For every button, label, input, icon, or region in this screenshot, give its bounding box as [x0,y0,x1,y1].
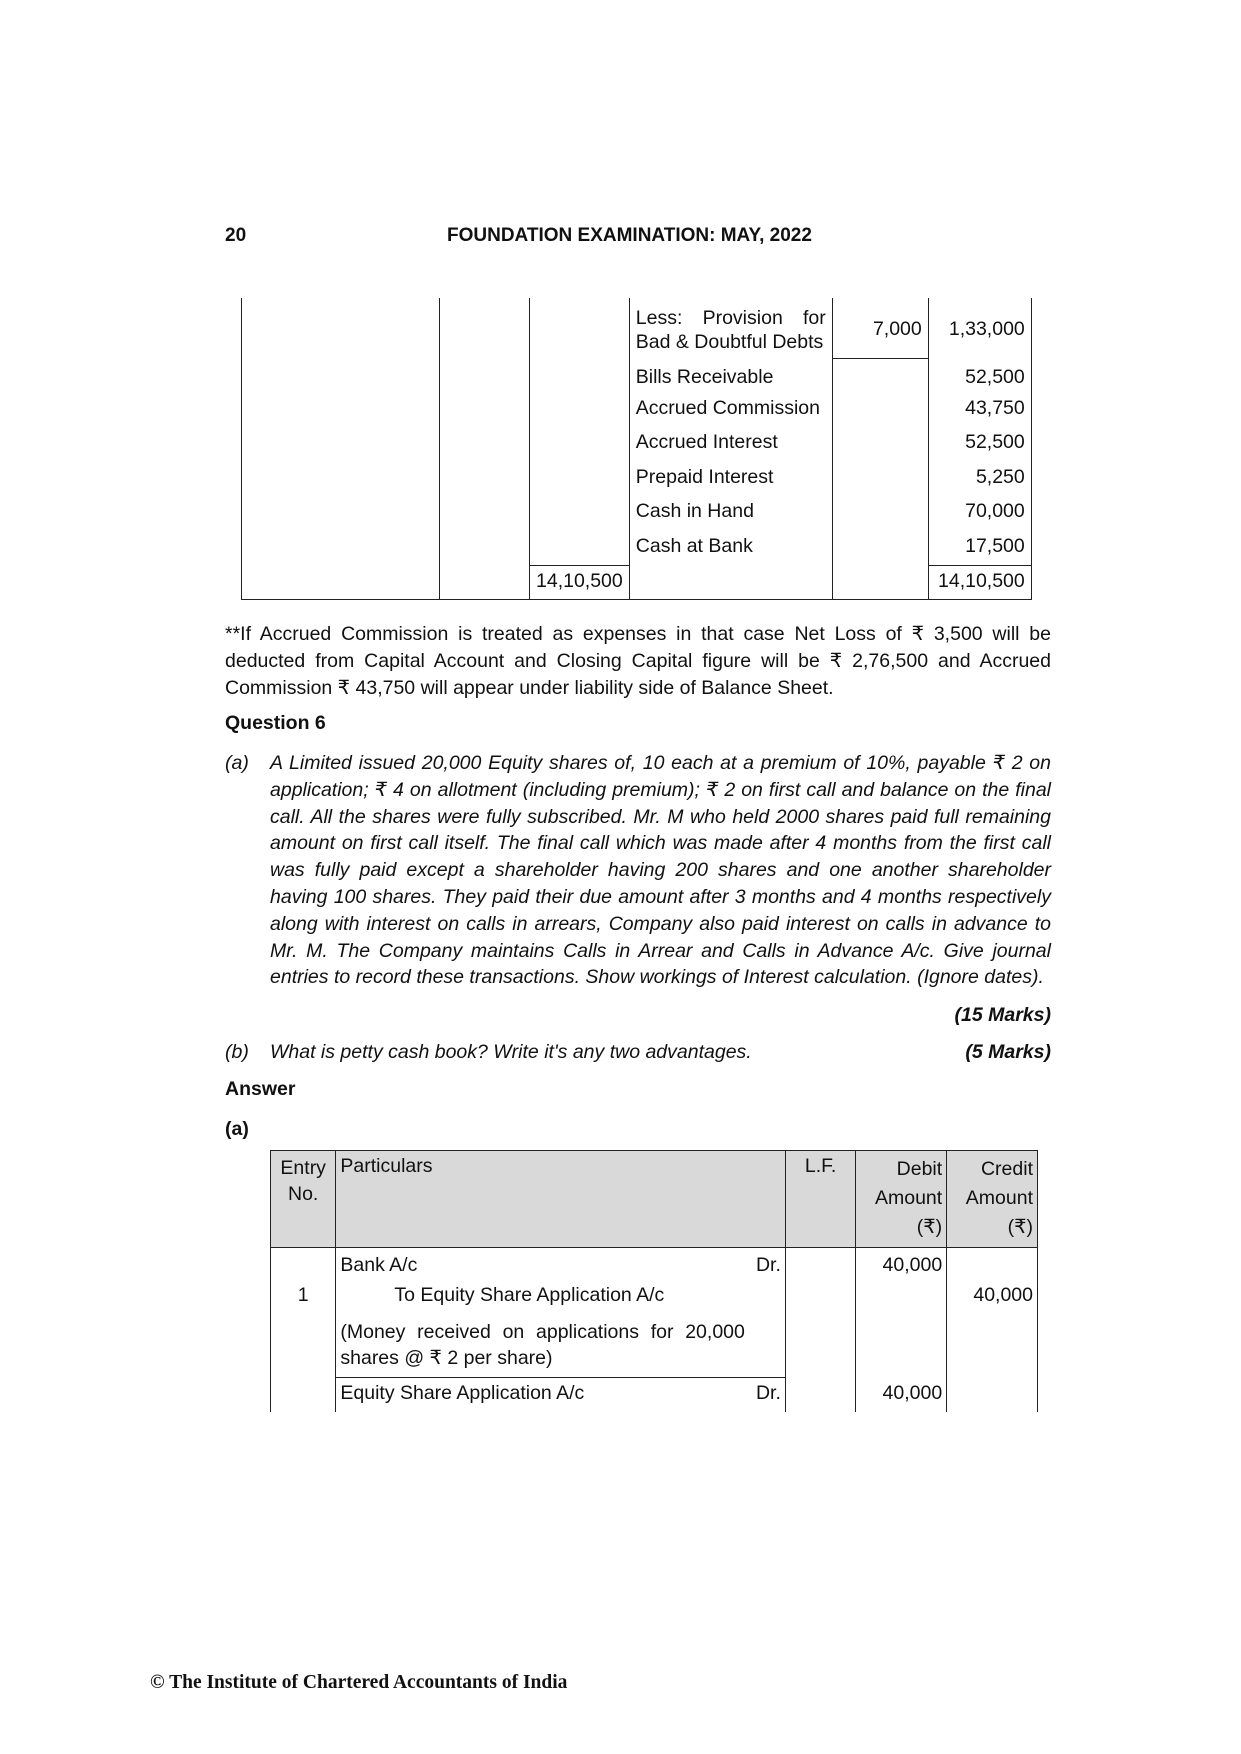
bs-row-amount: 43,750 [928,393,1031,428]
question-heading: Question 6 [225,712,326,734]
bs-debtors-net: 1,33,000 [928,298,1031,358]
journal-entry-2-debit [271,1378,1038,1412]
journal-entry-1-credit [271,1282,1038,1316]
entry-1-credit-account: To Equity Share Application A/c [336,1282,785,1316]
bs-row-label: Accrued Interest [629,427,832,462]
bs-provision-amount: 7,000 [832,298,928,358]
header-debit-3: (₹) [916,1216,943,1238]
bs-row-provision [242,298,1032,358]
header-debit-1: Debit [896,1158,943,1180]
bs-row [242,393,1032,428]
bs-total-assets: 14,10,500 [928,565,1031,599]
journal-header-row [271,1151,1038,1248]
entry-2-debit-amount: 40,000 [856,1378,947,1412]
part-b-marks: (5 Marks) [965,1041,1051,1063]
bs-row-amount: 5,250 [928,462,1031,497]
bs-provision-label-2: Bad & Doubtful Debts [635,331,824,353]
bs-row-label: Prepaid Interest [629,462,832,497]
header-entry-1: Entry [280,1157,326,1179]
part-a-text: A Limited issued 20,000 Equity shares of, 10 each at a premium of 10%, payable ₹ 2 on application; ₹ 4 on allotment (including premium); ₹ 2 on first call and balance on the final call. All the shares were fully subscribed. Mr. M who held 2000 shares paid full remaining amount on first call itself. The final call which was made after 4 months from the first call was fully paid except a shareholder having 200 shares and one another shareholder having 100 shares. They paid their due amount after 3 months and 4 months respectively along with interest on calls in arrears, Company also paid interest on calls in advance to Mr. M. The Company maintains Calls in Arrear and Calls in Advance A/c. Give journal entries to record these transactions. Show workings of Interest calculation. (Ignore dates). [270,752,1051,989]
part-a-label: (a) [225,752,249,774]
copyright-footer: © The Institute of Chartered Accountants of India [150,1672,568,1693]
bs-total-row [242,565,1032,599]
bs-row [242,427,1032,462]
header-credit-2: Amount [965,1187,1033,1209]
bs-provision-label-1: Less: Provision for [635,307,826,329]
bs-row [242,531,1032,566]
bs-row [242,496,1032,531]
entry-1-debit-account: Bank A/c [340,1254,418,1276]
journal-entry-1-debit [271,1248,1038,1282]
bs-total-liabilities: 14,10,500 [530,565,630,599]
bs-row-amount: 17,500 [928,531,1031,566]
bs-row [242,358,1032,393]
journal-entry-1-narration [271,1316,1038,1378]
page-number: 20 [225,225,247,246]
header-debit-2: Amount [874,1187,943,1209]
bs-row-amount: 70,000 [928,496,1031,531]
accrued-commission-note: **If Accrued Commission is treated as expenses in that case Net Loss of ₹ 3,500 will be deducted from Capital Account and Closing Capital figure will be ₹ 2,76,500 and Accrued Commission ₹ 43,750 will appear under liability side of Balance Sheet. [225,623,1051,699]
header-lf: L.F. [785,1151,856,1248]
entry-1-debit-amount: 40,000 [856,1248,947,1282]
question-part-b [225,1041,1051,1064]
entry-2-debit-account: Equity Share Application A/c [340,1382,585,1404]
header-credit-3: (₹) [1007,1216,1033,1238]
part-b-label: (b) [225,1041,249,1063]
bs-row-label: Cash at Bank [629,531,832,566]
header-credit-1: Credit [980,1158,1033,1180]
bs-row-amount: 52,500 [928,427,1031,462]
part-b-text: What is petty cash book? Write it's any two advantages. [270,1041,752,1063]
part-a-marks: (15 Marks) [954,1004,1051,1026]
header-particulars: Particulars [336,1151,785,1248]
entry-1-credit-amount: 40,000 [947,1282,1038,1316]
entry-1-dr: Dr. [755,1254,781,1276]
answer-sub-label: (a) [225,1118,249,1140]
bs-row-label: Accrued Commission [629,393,832,428]
journal-table [270,1150,1038,1412]
balance-sheet-continuation [241,298,1032,600]
entry-2-dr: Dr. [755,1382,781,1404]
bs-row-amount: 52,500 [928,358,1031,393]
entry-1-narration: (Money received on applications for 20,000 shares @ ₹ 2 per share) [336,1316,785,1378]
exam-title: FOUNDATION EXAMINATION: MAY, 2022 [447,225,812,246]
entry-1-number: 1 [271,1282,336,1316]
bs-row-label: Cash in Hand [629,496,832,531]
question-part-a [225,750,1051,991]
header-entry-2: No. [288,1183,319,1205]
bs-row [242,462,1032,497]
answer-heading: Answer [225,1078,296,1100]
bs-row-label: Bills Receivable [629,358,832,393]
